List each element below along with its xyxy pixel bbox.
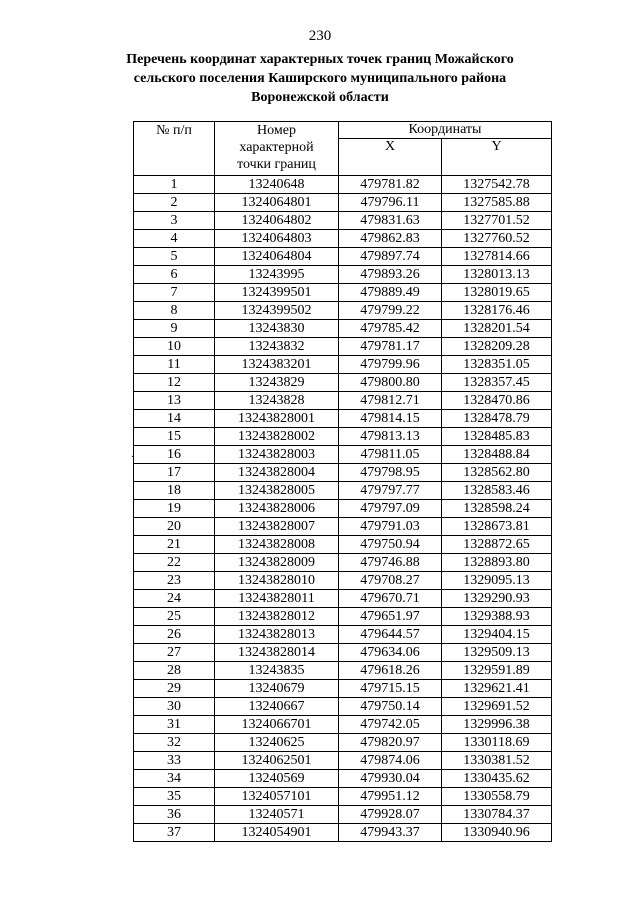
point-id-cell: 1324064804 (215, 248, 339, 266)
table-row (134, 500, 552, 518)
y-coordinate-cell: 1330940.96 (442, 824, 552, 842)
title-line: Воронежской области (251, 90, 389, 105)
point-id-cell: 13243835 (215, 662, 339, 680)
table-row (134, 572, 552, 590)
point-id-cell: 13243828003 (215, 446, 339, 464)
row-number-cell: 3 (134, 212, 215, 230)
table-row (134, 626, 552, 644)
point-id-cell: 13240569 (215, 770, 339, 788)
point-id-cell: 13243828011 (215, 590, 339, 608)
table-row (134, 392, 552, 410)
table-row (134, 284, 552, 302)
table-row (134, 266, 552, 284)
x-coordinate-cell: 479811.05 (339, 446, 442, 464)
x-coordinate-cell: 479708.27 (339, 572, 442, 590)
point-id-cell: 13243832 (215, 338, 339, 356)
header-point-line: характерной (239, 140, 314, 155)
x-coordinate-cell: 479928.07 (339, 806, 442, 824)
coordinates-table (133, 121, 552, 842)
row-number-cell: 19 (134, 500, 215, 518)
x-coordinate-cell: 479951.12 (339, 788, 442, 806)
x-coordinate-cell: 479812.71 (339, 392, 442, 410)
row-number-cell: 13 (134, 392, 215, 410)
point-id-cell: 1324057101 (215, 788, 339, 806)
y-coordinate-cell: 1330435.62 (442, 770, 552, 788)
row-number-cell: 12 (134, 374, 215, 392)
row-number-cell: 10 (134, 338, 215, 356)
row-number-cell: 24 (134, 590, 215, 608)
y-coordinate-cell: 1328351.05 (442, 356, 552, 374)
x-coordinate-cell: 479897.74 (339, 248, 442, 266)
point-id-cell: 13240625 (215, 734, 339, 752)
header-number: № п/п (134, 122, 215, 176)
point-id-cell: 1324383201 (215, 356, 339, 374)
table-row (134, 230, 552, 248)
y-coordinate-cell: 1328562.80 (442, 464, 552, 482)
y-coordinate-cell: 1328201.54 (442, 320, 552, 338)
y-coordinate-cell: 1328673.81 (442, 518, 552, 536)
x-coordinate-cell: 479799.22 (339, 302, 442, 320)
row-number-cell: 34 (134, 770, 215, 788)
row-number-cell: 2 (134, 194, 215, 212)
table-row (134, 734, 552, 752)
x-coordinate-cell: 479820.97 (339, 734, 442, 752)
header-point-id (215, 122, 339, 176)
row-number-cell: 21 (134, 536, 215, 554)
row-number-cell: 27 (134, 644, 215, 662)
x-coordinate-cell: 479796.11 (339, 194, 442, 212)
row-number-cell: 33 (134, 752, 215, 770)
point-id-cell: 1324054901 (215, 824, 339, 842)
y-coordinate-cell: 1327760.52 (442, 230, 552, 248)
y-coordinate-cell: 1329095.13 (442, 572, 552, 590)
row-number-cell: 11 (134, 356, 215, 374)
y-coordinate-cell: 1327585.88 (442, 194, 552, 212)
row-number-cell: 30 (134, 698, 215, 716)
table-row (134, 212, 552, 230)
row-number-cell: 20 (134, 518, 215, 536)
point-id-cell: 1324399501 (215, 284, 339, 302)
table-row (134, 806, 552, 824)
table-row (134, 788, 552, 806)
x-coordinate-cell: 479874.06 (339, 752, 442, 770)
point-id-cell: 13240648 (215, 176, 339, 194)
table-row (134, 356, 552, 374)
row-number-cell: 6 (134, 266, 215, 284)
title-line: сельского поселения Каширского муниципального района (133, 71, 507, 86)
y-coordinate-cell: 1328893.80 (442, 554, 552, 572)
y-coordinate-cell: 1328357.45 (442, 374, 552, 392)
x-coordinate-cell: 479813.13 (339, 428, 442, 446)
table-row (134, 590, 552, 608)
x-coordinate-cell: 479799.96 (339, 356, 442, 374)
x-coordinate-cell: 479862.83 (339, 230, 442, 248)
y-coordinate-cell: 1327814.66 (442, 248, 552, 266)
table-row (134, 680, 552, 698)
row-number-cell: 14 (134, 410, 215, 428)
table-row (134, 698, 552, 716)
row-number-cell: 1 (134, 176, 215, 194)
table-row (134, 176, 552, 194)
x-coordinate-cell: 479651.97 (339, 608, 442, 626)
row-number-cell: 28 (134, 662, 215, 680)
row-number-cell: 17 (134, 464, 215, 482)
row-number-cell: 7 (134, 284, 215, 302)
y-coordinate-cell: 1328176.46 (442, 302, 552, 320)
y-coordinate-cell: 1328872.65 (442, 536, 552, 554)
y-coordinate-cell: 1327542.78 (442, 176, 552, 194)
point-id-cell: 1324064801 (215, 194, 339, 212)
row-number-cell: 25 (134, 608, 215, 626)
y-coordinate-cell: 1330558.79 (442, 788, 552, 806)
point-id-cell: 13243828 (215, 392, 339, 410)
header-x: X (339, 139, 442, 176)
table-row (134, 770, 552, 788)
point-id-cell: 13243828001 (215, 410, 339, 428)
table-row (134, 662, 552, 680)
table-row (134, 410, 552, 428)
row-number-cell: 22 (134, 554, 215, 572)
x-coordinate-cell: 479670.71 (339, 590, 442, 608)
x-coordinate-cell: 479798.95 (339, 464, 442, 482)
y-coordinate-cell: 1327701.52 (442, 212, 552, 230)
table-row (134, 302, 552, 320)
row-number-cell: 35 (134, 788, 215, 806)
row-number-cell: 15 (134, 428, 215, 446)
table-row (134, 248, 552, 266)
x-coordinate-cell: 479785.42 (339, 320, 442, 338)
x-coordinate-cell: 479791.03 (339, 518, 442, 536)
point-id-cell: 13243828007 (215, 518, 339, 536)
x-coordinate-cell: 479742.05 (339, 716, 442, 734)
x-coordinate-cell: 479644.57 (339, 626, 442, 644)
y-coordinate-cell: 1329996.38 (442, 716, 552, 734)
point-id-cell: 13243995 (215, 266, 339, 284)
point-id-cell: 13240679 (215, 680, 339, 698)
table-row (134, 608, 552, 626)
y-coordinate-cell: 1330381.52 (442, 752, 552, 770)
point-id-cell: 1324399502 (215, 302, 339, 320)
row-number-cell: 9 (134, 320, 215, 338)
row-number-cell: 37 (134, 824, 215, 842)
y-coordinate-cell: 1329591.89 (442, 662, 552, 680)
table-row (134, 644, 552, 662)
y-coordinate-cell: 1328583.46 (442, 482, 552, 500)
x-coordinate-cell: 479797.77 (339, 482, 442, 500)
x-coordinate-cell: 479618.26 (339, 662, 442, 680)
y-coordinate-cell: 1329290.93 (442, 590, 552, 608)
y-coordinate-cell: 1330784.37 (442, 806, 552, 824)
y-coordinate-cell: 1328470.86 (442, 392, 552, 410)
table-row (134, 536, 552, 554)
table-body (134, 176, 552, 842)
point-id-cell: 13243828004 (215, 464, 339, 482)
header-point-line: Номер (257, 123, 296, 138)
x-coordinate-cell: 479797.09 (339, 500, 442, 518)
row-number-cell: 5 (134, 248, 215, 266)
point-id-cell: 13240667 (215, 698, 339, 716)
x-coordinate-cell: 479930.04 (339, 770, 442, 788)
row-number-cell: 36 (134, 806, 215, 824)
x-coordinate-cell: 479781.17 (339, 338, 442, 356)
header-y: Y (442, 139, 552, 176)
table-row (134, 374, 552, 392)
table-row (134, 464, 552, 482)
row-number-cell: 16 (134, 446, 215, 464)
x-coordinate-cell: 479634.06 (339, 644, 442, 662)
x-coordinate-cell: 479889.49 (339, 284, 442, 302)
document-title (100, 50, 540, 107)
table-row (134, 446, 552, 464)
table-row (134, 428, 552, 446)
x-coordinate-cell: 479750.14 (339, 698, 442, 716)
point-id-cell: 1324064803 (215, 230, 339, 248)
x-coordinate-cell: 479831.63 (339, 212, 442, 230)
table-row (134, 518, 552, 536)
x-coordinate-cell: 479893.26 (339, 266, 442, 284)
point-id-cell: 13243828002 (215, 428, 339, 446)
x-coordinate-cell: 479943.37 (339, 824, 442, 842)
point-id-cell: 13240571 (215, 806, 339, 824)
point-id-cell: 1324066701 (215, 716, 339, 734)
header-coordinates: Координаты (339, 122, 552, 139)
y-coordinate-cell: 1328598.24 (442, 500, 552, 518)
point-id-cell: 13243828009 (215, 554, 339, 572)
y-coordinate-cell: 1330118.69 (442, 734, 552, 752)
table-row (134, 320, 552, 338)
y-coordinate-cell: 1328019.65 (442, 284, 552, 302)
table-row (134, 554, 552, 572)
x-coordinate-cell: 479715.15 (339, 680, 442, 698)
y-coordinate-cell: 1328488.84 (442, 446, 552, 464)
x-coordinate-cell: 479814.15 (339, 410, 442, 428)
y-coordinate-cell: 1329621.41 (442, 680, 552, 698)
page-number: 230 (308, 28, 332, 44)
point-id-cell: 13243828006 (215, 500, 339, 518)
x-coordinate-cell: 479746.88 (339, 554, 442, 572)
row-number-cell: 4 (134, 230, 215, 248)
point-id-cell: 13243828012 (215, 608, 339, 626)
y-coordinate-cell: 1328485.83 (442, 428, 552, 446)
table-row (134, 482, 552, 500)
table-row (134, 716, 552, 734)
y-coordinate-cell: 1328013.13 (442, 266, 552, 284)
header-point-line: точки границ (237, 157, 316, 172)
point-id-cell: 13243828008 (215, 536, 339, 554)
x-coordinate-cell: 479800.80 (339, 374, 442, 392)
row-number-cell: 26 (134, 626, 215, 644)
point-id-cell: 13243830 (215, 320, 339, 338)
table-row (134, 194, 552, 212)
row-number-cell: 23 (134, 572, 215, 590)
y-coordinate-cell: 1329404.15 (442, 626, 552, 644)
y-coordinate-cell: 1328478.79 (442, 410, 552, 428)
y-coordinate-cell: 1329691.52 (442, 698, 552, 716)
point-id-cell: 13243828010 (215, 572, 339, 590)
title-line: Перечень координат характерных точек границ Можайского (126, 52, 514, 67)
table-row (134, 338, 552, 356)
point-id-cell: 1324064802 (215, 212, 339, 230)
y-coordinate-cell: 1329388.93 (442, 608, 552, 626)
point-id-cell: 13243828013 (215, 626, 339, 644)
row-number-cell: 18 (134, 482, 215, 500)
row-number-cell: 29 (134, 680, 215, 698)
table-row (134, 752, 552, 770)
y-coordinate-cell: 1328209.28 (442, 338, 552, 356)
table-row (134, 824, 552, 842)
stray-mark: · (131, 452, 135, 463)
row-number-cell: 8 (134, 302, 215, 320)
y-coordinate-cell: 1329509.13 (442, 644, 552, 662)
point-id-cell: 13243829 (215, 374, 339, 392)
x-coordinate-cell: 479750.94 (339, 536, 442, 554)
point-id-cell: 13243828005 (215, 482, 339, 500)
point-id-cell: 13243828014 (215, 644, 339, 662)
x-coordinate-cell: 479781.82 (339, 176, 442, 194)
point-id-cell: 1324062501 (215, 752, 339, 770)
row-number-cell: 32 (134, 734, 215, 752)
row-number-cell: 31 (134, 716, 215, 734)
